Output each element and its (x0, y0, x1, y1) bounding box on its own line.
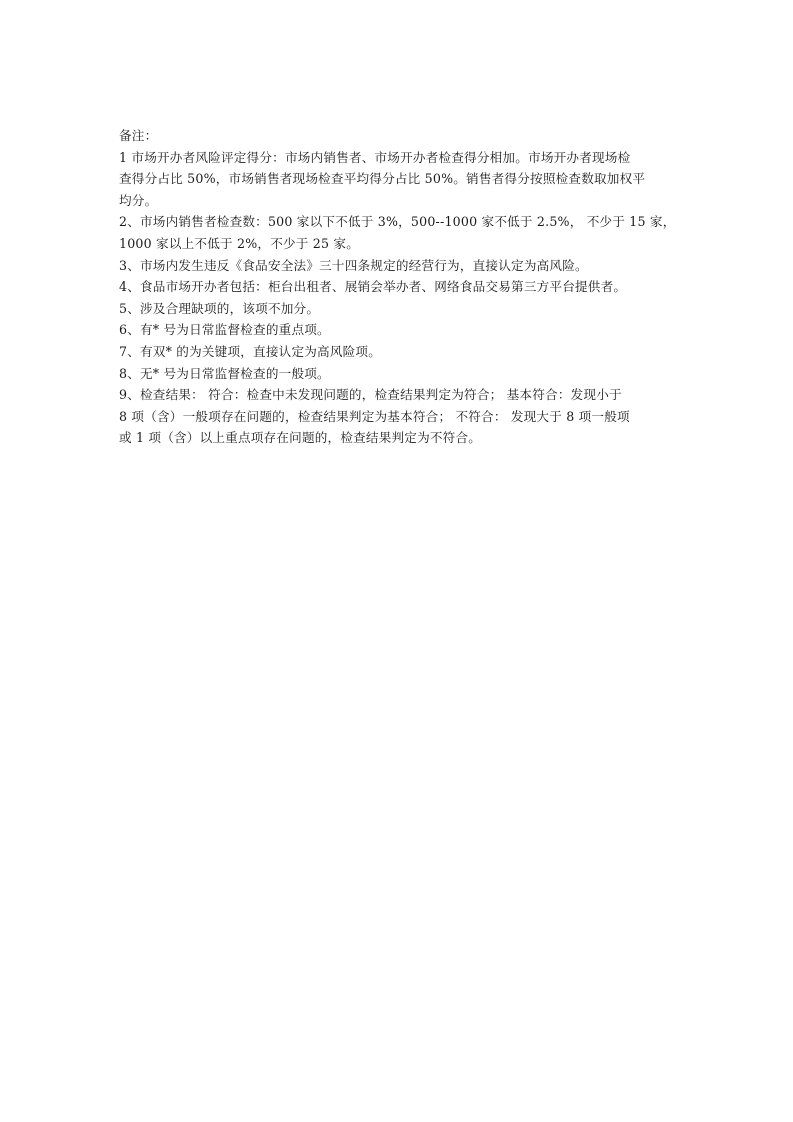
note-line: 3、市场内发生违反《食品安全法》三十四条规定的经营行为，直接认定为高风险。 (119, 257, 588, 273)
note-line: 7、有双* 的为关键项，直接认定为高风险项。 (119, 343, 381, 359)
notes-section (119, 125, 679, 449)
note-line: 2、市场内销售者检查数：500 家以下不低于 3%，500--1000 家不低于 2.5%， 不少于 15 家， (119, 214, 676, 230)
note-line: 1 市场开办者风险评定得分：市场内销售者、市场开办者检查得分相加。市场开办者现场检 (119, 149, 631, 165)
note-line: 均分。 (119, 192, 158, 208)
notes-heading: 备注： (119, 128, 158, 143)
note-line: 8、无* 号为日常监督检查的一般项。 (119, 365, 330, 381)
note-line: 6、有* 号为日常监督检查的重点项。 (119, 322, 330, 338)
note-line: 8 项（含）一般项存在问题的，检查结果判定为基本符合； 不符合： 发现大于 8 项一般项 (119, 408, 630, 424)
note-line: 9、检查结果： 符合：检查中未发现问题的，检查结果判定为符合； 基本符合：发现小于 (119, 387, 622, 403)
note-line: 1000 家以上不低于 2%，不少于 25 家。 (119, 235, 359, 251)
note-line: 4、食品市场开办者包括：柜台出租者、展销会举办者、网络食品交易第三方平台提供者。 (119, 279, 627, 295)
note-line: 或 1 项（含）以上重点项存在问题的，检查结果判定为不符合。 (119, 430, 482, 446)
note-line: 查得分占比 50%，市场销售者现场检查平均得分占比 50%。销售者得分按照检查数取加权平 (119, 171, 646, 187)
note-line: 5、涉及合理缺项的，该项不加分。 (119, 300, 320, 316)
